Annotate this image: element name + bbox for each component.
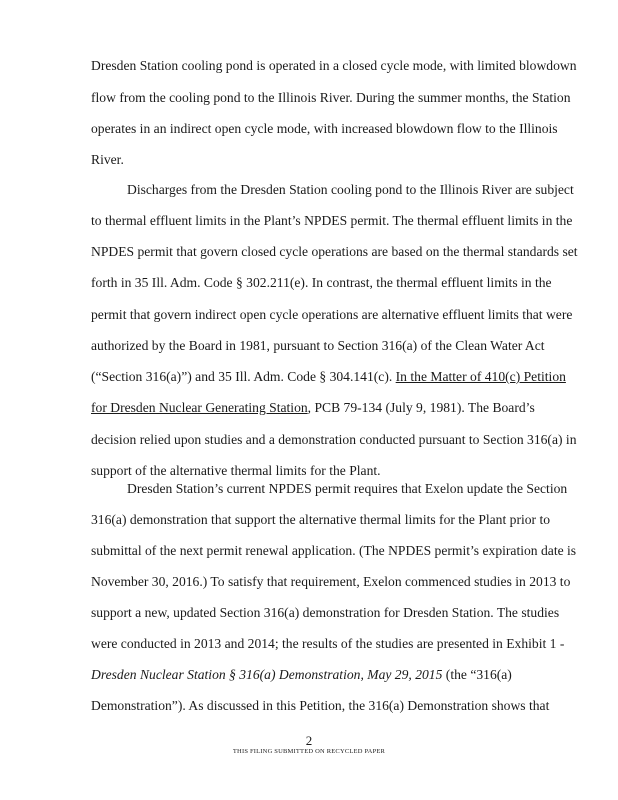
case-citation-link: for Dresden Nuclear Generating Station [91, 400, 308, 415]
text-line: 316(a) demonstration that support the alternative thermal limits for the Plant prior to [91, 512, 551, 527]
exhibit-title: Dresden Nuclear Station § 316(a) Demonstration, May 29, 2015 [91, 667, 443, 682]
text-line: Dresden Station’s current NPDES permit requires that Exelon update the Section [127, 481, 568, 496]
text-line [91, 369, 566, 385]
text-line: permit that govern indirect open cycle operations are alternative effluent limits that were [91, 307, 573, 322]
text-span: (the “316(a) [442, 667, 512, 682]
text-line: support a new, updated Section 316(a) demonstration for Dresden Station. The studies [91, 605, 560, 620]
text-line: were conducted in 2013 and 2014; the results of the studies are presented in Exhibit 1 - [91, 636, 565, 651]
text-span: (“Section 316(a)”) and 35 Ill. Adm. Code § 304.141(c). [91, 369, 396, 384]
footer-note: THIS FILING SUBMITTED ON RECYCLED PAPER [232, 748, 386, 755]
text-line: Dresden Station cooling pond is operated in a closed cycle mode, with limited blowdown [91, 58, 577, 73]
text-line: NPDES permit that govern closed cycle operations are based on the thermal standards set [91, 244, 578, 259]
text-line: submittal of the next permit renewal application. (The NPDES permit’s expiration date is [91, 543, 577, 558]
text-line [91, 667, 512, 683]
text-line: flow from the cooling pond to the Illinois River. During the summer months, the Station [91, 90, 571, 105]
text-line: authorized by the Board in 1981, pursuant to Section 316(a) of the Clean Water Act [91, 338, 545, 353]
case-citation-link: In the Matter of 410(c) Petition [395, 369, 566, 384]
text-line: forth in 35 Ill. Adm. Code § 302.211(e). In contrast, the thermal effluent limits in the [91, 275, 552, 290]
text-line: operates in an indirect open cycle mode, with increased blowdown flow to the Illinois [91, 121, 558, 136]
page-number: 2 [305, 733, 313, 748]
text-line: November 30, 2016.) To satisfy that requirement, Exelon commenced studies in 2013 to [91, 574, 571, 589]
text-line: to thermal effluent limits in the Plant’s NPDES permit. The thermal effluent limits in the [91, 213, 573, 228]
text-line: Demonstration”). As discussed in this Petition, the 316(a) Demonstration shows that [91, 698, 550, 713]
text-span: , PCB 79-134 (July 9, 1981). The Board’s [307, 400, 535, 415]
text-line: Discharges from the Dresden Station cooling pond to the Illinois River are subject [127, 182, 574, 197]
text-line: River. [91, 152, 124, 167]
text-line: decision relied upon studies and a demonstration conducted pursuant to Section 316(a) in [91, 432, 577, 447]
text-line [91, 400, 535, 416]
text-line: support of the alternative thermal limits for the Plant. [91, 463, 381, 478]
